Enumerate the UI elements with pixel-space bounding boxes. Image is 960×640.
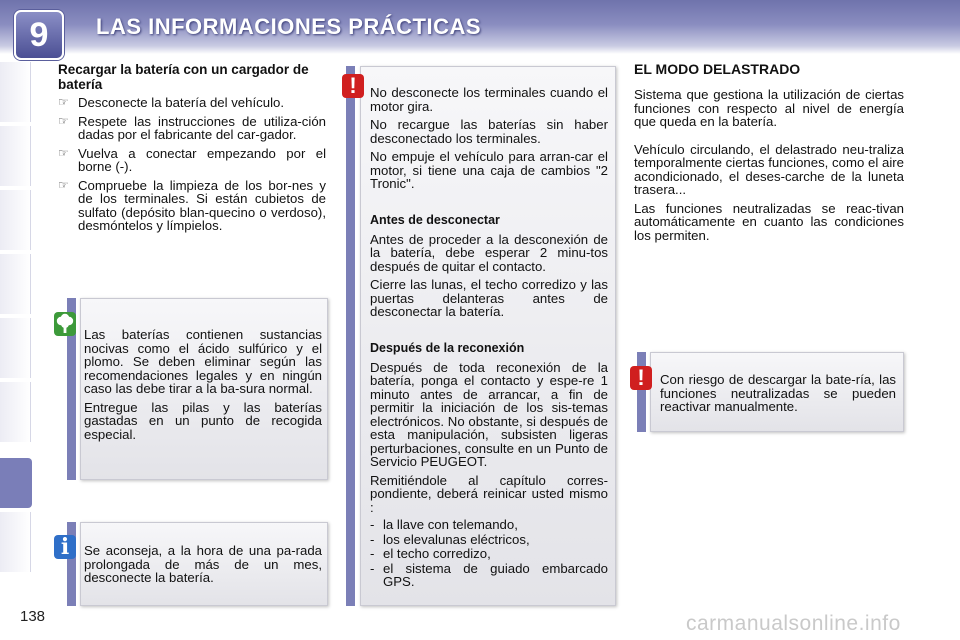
page-number: 138 — [20, 608, 46, 625]
side-tab[interactable] — [0, 62, 31, 122]
side-tab[interactable] — [0, 126, 31, 186]
side-tab-active[interactable] — [0, 458, 32, 508]
info-icon: i — [54, 535, 76, 559]
warning-text: No desconecte los terminales cuando el motor gira. No recargue las baterías sin haber desconectado los terminales. No empuje el vehículo para arran-car el motor, si tiene una caja de cambios "2 Tronic". Antes de desconectar Antes de proceder a la desconexión de la batería, debe esperar 2 minu-tos después de quitar el contacto. Cierre las lunas, el techo corredizo y las puertas delanteras antes de desconectar la batería. Después de la reconexión Después de toda reconexión de la batería, ponga el contacto y espe-re 1 minuto antes de arrancar, a fin de permitir la iniciación de los sis-temas electrónicos. No obstante, si después de esta manipulación, subsisten ligeras perturbaciones, consulte en un Punto de Servicio PEUGEOT. Remitiéndole al capítulo corres-pondiente, deberá reinicar usted mismo : - la llave con telemando, - los elevalunas eléctricos, - el techo corredizo, - el sistema de guiado embarcado GPS. — [370, 85, 608, 589]
page-title: LAS INFORMACIONES PRÁCTICAS — [96, 14, 482, 39]
warning-icon: ! — [630, 366, 652, 390]
side-tab[interactable] — [0, 382, 31, 442]
info-note-text: Se aconseja, a la hora de una pa-rada prolongada de más de un mes, desconecte la batería. — [84, 543, 322, 585]
list-item: - el techo corredizo, — [370, 546, 491, 561]
chapter-badge: 9 — [14, 10, 64, 60]
pointing-hand-icon: ☞ — [58, 145, 69, 160]
bullet-list — [58, 96, 326, 238]
tree-icon — [54, 312, 76, 336]
note-stripe — [637, 352, 646, 432]
side-tab[interactable] — [0, 512, 31, 572]
list-item: - los elevalunas eléctricos, — [370, 531, 530, 547]
subheading-after-reconnect: Después de la reconexión — [370, 340, 525, 355]
pointing-hand-icon: ☞ — [58, 95, 69, 109]
side-tab[interactable] — [0, 190, 31, 250]
bullet-item: ☞ Respete las instrucciones de utiliza-ción dadas por el fabricante del car-gador. — [58, 113, 326, 142]
section-heading-load-shedding: EL MODO DELASTRADO — [634, 61, 801, 77]
pointing-hand-icon: ☞ — [58, 177, 69, 192]
reset-list — [370, 518, 608, 589]
side-tab[interactable] — [0, 254, 31, 314]
bullet-item: ☞ Compruebe la limpieza de los bor-nes y de los terminales. Si están cubietos de sulfato (depósito blan-quecino o verdoso), desmóntelos y límpielos. — [58, 177, 326, 233]
warning-note-text: Con riesgo de descargar la bate-ría, las funciones neutralizadas se pueden reactivar manualmente. — [660, 372, 896, 414]
list-item: - el sistema de guiado embarcado GPS. — [370, 560, 608, 589]
watermark: carmanualsonline.info — [686, 612, 901, 635]
section-heading-charger: Recargar la batería con un cargador de batería — [58, 62, 309, 92]
subheading-before-disconnect: Antes de desconectar — [370, 212, 500, 227]
bullet-item: ☞ Vuelva a conectar empezando por el borne (-). — [58, 145, 326, 174]
pointing-hand-icon: ☞ — [58, 113, 69, 128]
eco-note-text: Las baterías contienen sustancias nocivas como el ácido sulfúrico y el plomo. Se deben eliminar según las recomendaciones legales y en ningún caso las debe tirar a la ba-sura normal. Entregue las pilas y las baterías gastadas en un punto de recogida especial. — [84, 327, 322, 442]
list-item: - la llave con telemando, — [370, 517, 518, 532]
bullet-item: ☞ Desconecte la batería del vehículo. — [58, 95, 284, 110]
load-shedding-text: Sistema que gestiona la utilización de ciertas funciones con respecto al nivel de energía que queda en la batería. Vehículo circulando, el delastrado neu-traliza temporalmente ciertas funciones, como el aire acondicionado, el deses-carche de la luneta trasera... Las funciones neutralizadas se reac-tivan automáticamente en cuanto las condiciones los permiten. — [634, 87, 904, 243]
warning-icon: ! — [342, 74, 364, 98]
note-stripe — [346, 66, 355, 606]
side-tab[interactable] — [0, 318, 31, 378]
